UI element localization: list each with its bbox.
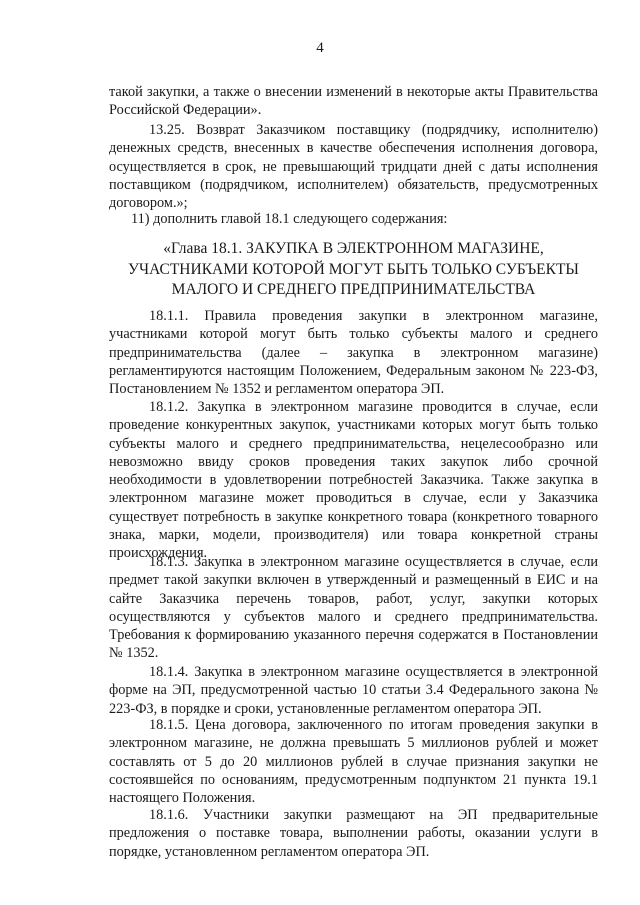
clause-18-1-2-text: 18.1.2. Закупка в электронном магазине проводится в случае, если проведение конкурентных закупок, участниками которых могут быть только субъекты малого и среднего предпринимательства, нецелесообразно или невозможно ввиду сроков проведения таких закупок либо срочной необходимости в удовлетворении потребностей Заказчика. Также закупка в электронном магазине может проводиться в случае, если у Заказчика существует потребность в закупке конкретного товара (конкретного товарного знака, марки, модели, производителя) или товара конкретной страны происхождения. <box>109 399 598 562</box>
clause-18-1-2 <box>109 398 598 563</box>
clause-18-1-4-text: 18.1.4. Закупка в электронном магазине осуществляется в электронной форме на ЭП, предусмотренной частью 10 статьи 3.4 Федерального закона № 223-ФЗ, в порядке и сроки, установленные регламентом оператора ЭП. <box>109 664 598 717</box>
page-number: 4 <box>316 40 324 56</box>
continuation-paragraph: такой закупки, а также о внесении изменений в некоторые акты Правительства Российской Федерации». <box>109 84 598 119</box>
clause-18-1-1-text: 18.1.1. Правила проведения закупки в электронном магазине, участниками которой могут быть только субъекты малого и среднего предпринимательства (далее – закупка в электронном магазине) регламентируются настоящим Положением, Федеральным законом № 223-ФЗ, Постановлением № 1352 и регламентом оператора ЭП. <box>109 308 598 398</box>
clause-18-1-6 <box>109 806 598 861</box>
clause-18-1-5-text: 18.1.5. Цена договора, заключенного по итогам проведения закупки в электронном магазине, не должна превышать 5 миллионов рублей и может составлять от 5 до 20 миллионов рублей в случае признания закупки не состоявшейся по основаниям, предусмотренным подпунктом 21 пункта 19.1 настоящего Положения. <box>109 717 598 807</box>
clause-18-1-5 <box>109 716 598 807</box>
clause-18-1-1 <box>109 307 598 398</box>
clause-13-25 <box>109 121 598 212</box>
chapter-heading-line-2: УЧАСТНИКАМИ КОТОРОЙ МОГУТ БЫТЬ ТОЛЬКО СУБЪЕКТЫ <box>128 260 579 278</box>
chapter-heading <box>109 239 598 301</box>
clause-13-25-text: 13.25. Возврат Заказчиком поставщику (подрядчику, исполнителю) денежных средств, внесенных в качестве обеспечения исполнения договора, осуществляется в срок, не превышающий тридцати дней с даты исполнения поставщиком (подрядчиком, исполнителем) обязательств, предусмотренных договором.»; <box>109 122 598 212</box>
clause-18-1-4 <box>109 663 598 718</box>
intro-continuation <box>109 83 598 120</box>
item-11 <box>109 210 598 228</box>
item-11-text: 11) дополнить главой 18.1 следующего содержания: <box>131 211 448 227</box>
chapter-heading-line-3: МАЛОГО И СРЕДНЕГО ПРЕДПРИНИМАТЕЛЬСТВА <box>171 281 536 298</box>
clause-18-1-3 <box>109 553 598 663</box>
clause-18-1-3-text: 18.1.3. Закупка в электронном магазине осуществляется в случае, если предмет такой закупки включен в утвержденный и размещенный в ЕИС и на сайте Заказчика перечень товаров, работ, услуг, закупки которых осуществляются у субъектов малого и среднего предпринимательства. Требования к формированию указанного перечня содержатся в Постановлении № 1352. <box>109 554 598 662</box>
clause-18-1-6-text: 18.1.6. Участники закупки размещают на ЭП предварительные предложения о поставке товара, выполнении работы, оказании услуги в порядке, установленном регламентом оператора ЭП. <box>109 807 598 860</box>
chapter-heading-line-1: «Глава 18.1. ЗАКУПКА В ЭЛЕКТРОННОМ МАГАЗИНЕ, <box>163 240 544 257</box>
